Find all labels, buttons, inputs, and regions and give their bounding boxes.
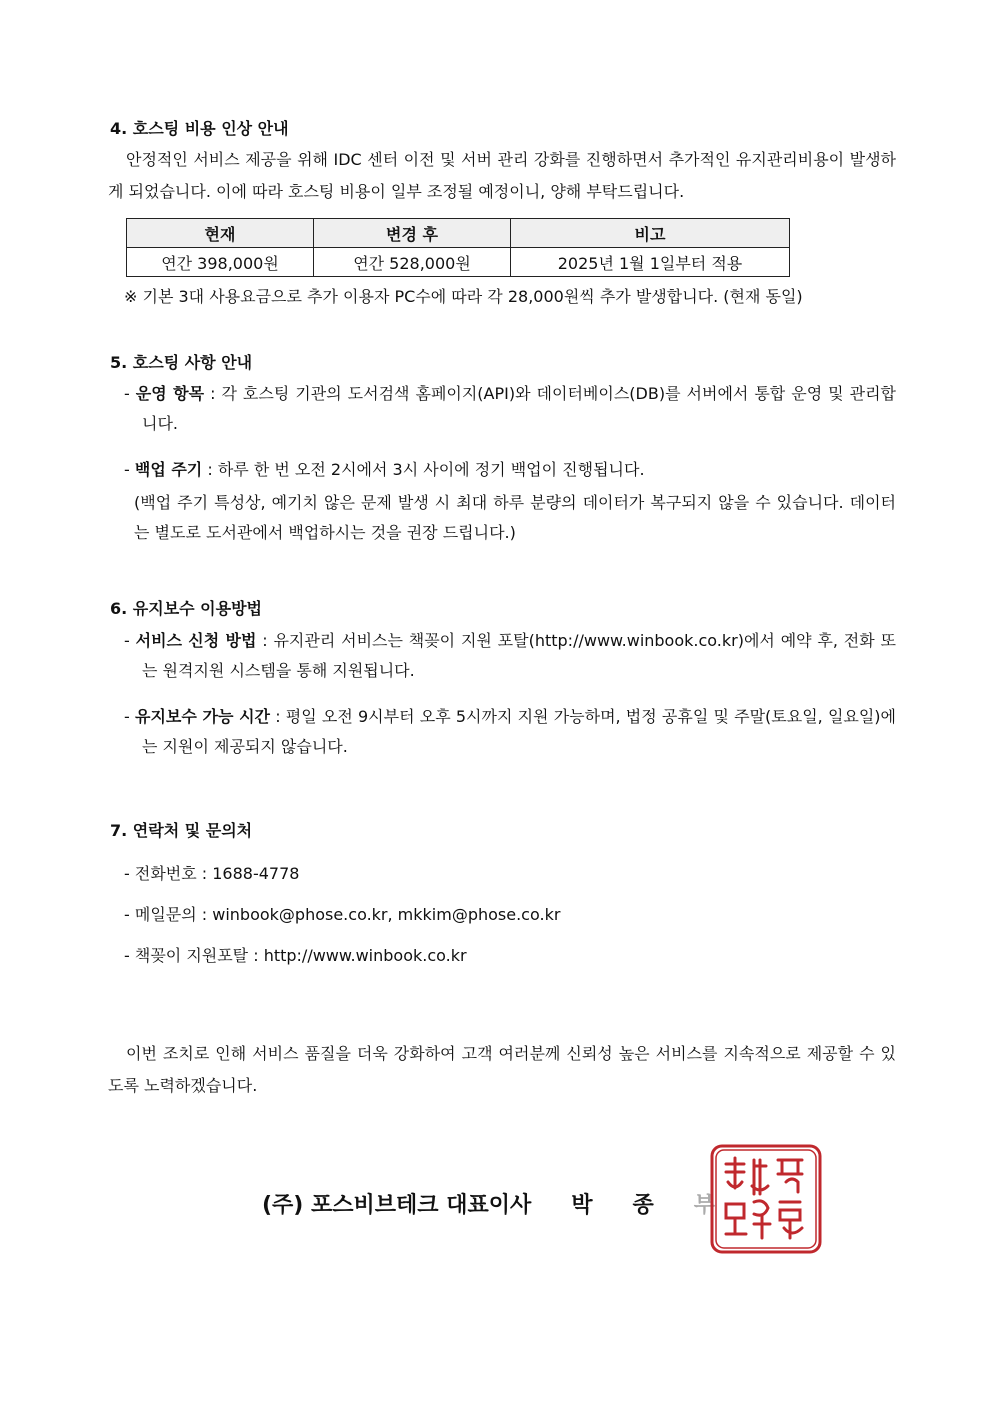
table-cell-current: 연간 398,000원 <box>127 248 314 277</box>
table-header-remark: 비고 <box>511 219 790 248</box>
company-seal-icon <box>708 1142 824 1256</box>
request-label: 서비스 신청 방법 <box>135 631 257 650</box>
section-6-item-hours: - 유지보수 가능 시간 : 평일 오전 9시부터 오후 5시까지 지원 가능하며, 법정 공휴일 및 주말(토요일, 일요일)에는 지원이 제공되지 않습니다. <box>124 707 897 756</box>
signature-name-3: 부 <box>693 1193 715 1218</box>
hours-text: : 평일 오전 9시부터 오후 5시까지 지원 가능하며, 법정 공휴일 및 주말(토요일, 일요일)에는 지원이 제공되지 않습니다. <box>142 707 897 756</box>
backup-text: : 하루 한 번 오전 2시에서 3시 사이에 정기 백업이 진행됩니다. <box>202 460 645 479</box>
contact-phone: - 전화번호 : 1688-4778 <box>124 864 300 883</box>
table-header-current: 현재 <box>127 219 314 248</box>
section-4-note: ※ 기본 3대 사용요금으로 추가 이용자 PC수에 따라 각 28,000원씩 추가 발생합니다. (현재 동일) <box>124 287 803 306</box>
contact-phone-text: 전화번호 : 1688-4778 <box>134 864 300 883</box>
operation-label: 운영 항목 <box>135 384 205 403</box>
table-cell-remark: 2025년 1월 1일부터 적용 <box>511 248 790 277</box>
signature-line <box>262 1188 715 1219</box>
operation-text: : 각 호스팅 기관의 도서검색 홈페이지(API)와 데이터베이스(DB)를 서버에서 통합 운영 및 관리합니다. <box>142 384 896 433</box>
section-6-item-request: - 서비스 신청 방법 : 유지관리 서비스는 책꽂이 지원 포탈(http://www.winbook.co.kr)에서 예약 후, 전화 또는 원격지원 시스템을 통해 지원됩니다. <box>124 631 896 680</box>
contact-email: - 메일문의 : winbook@phose.co.kr, mkkim@phose.co.kr <box>124 905 561 924</box>
section-5-item-operation: - 운영 항목 : 각 호스팅 기관의 도서검색 홈페이지(API)와 데이터베이스(DB)를 서버에서 통합 운영 및 관리합니다. <box>124 384 896 433</box>
section-4-heading: 4. 호스팅 비용 인상 안내 <box>110 119 289 138</box>
section-5-heading: 5. 호스팅 사항 안내 <box>110 353 253 372</box>
contact-portal-text: 책꽂이 지원포탈 : http://www.winbook.co.kr <box>134 946 467 965</box>
section-4-body: 안정적인 서비스 제공을 위해 IDC 센터 이전 및 서버 관리 강화를 진행하면서 추가적인 유지관리비용이 발생하게 되었습니다. 이에 따라 호스팅 비용이 일부 조정될 예정이니, 양해 부탁드립니다. <box>108 150 896 201</box>
table-header-row <box>127 219 790 248</box>
request-text: : 유지관리 서비스는 책꽂이 지원 포탈(http://www.winbook.co.kr)에서 예약 후, 전화 또는 원격지원 시스템을 통해 지원됩니다. <box>142 631 896 680</box>
section-5-item-backup: - 백업 주기 : 하루 한 번 오전 2시에서 3시 사이에 정기 백업이 진행됩니다. <box>124 460 645 479</box>
backup-note: (백업 주기 특성상, 예기치 않은 문제 발생 시 최대 하루 분량의 데이터가 복구되지 않을 수 있습니다. 데이터는 별도로 도서관에서 백업하시는 것을 권장 드립니다.) <box>134 493 896 542</box>
table-row <box>127 248 790 277</box>
signature-name-1: 박 <box>571 1193 593 1218</box>
section-7-heading: 7. 연락처 및 문의처 <box>110 821 253 840</box>
backup-label: 백업 주기 <box>134 460 203 479</box>
signature-name-2: 종 <box>632 1193 654 1218</box>
contact-email-text: 메일문의 : winbook@phose.co.kr, mkkim@phose.co.kr <box>134 905 561 924</box>
cost-table <box>126 218 790 277</box>
table-header-after: 변경 후 <box>314 219 511 248</box>
section-6-heading: 6. 유지보수 이용방법 <box>110 599 262 618</box>
hours-label: 유지보수 가능 시간 <box>134 707 270 726</box>
table-cell-after: 연간 528,000원 <box>314 248 511 277</box>
contact-portal: - 책꽂이 지원포탈 : http://www.winbook.co.kr <box>124 946 467 965</box>
closing-paragraph: 이번 조치로 인해 서비스 품질을 더욱 강화하여 고객 여러분께 신뢰성 높은 서비스를 지속적으로 제공할 수 있도록 노력하겠습니다. <box>108 1044 896 1095</box>
signature-company: (주) 포스비브테크 대표이사 <box>262 1193 532 1218</box>
